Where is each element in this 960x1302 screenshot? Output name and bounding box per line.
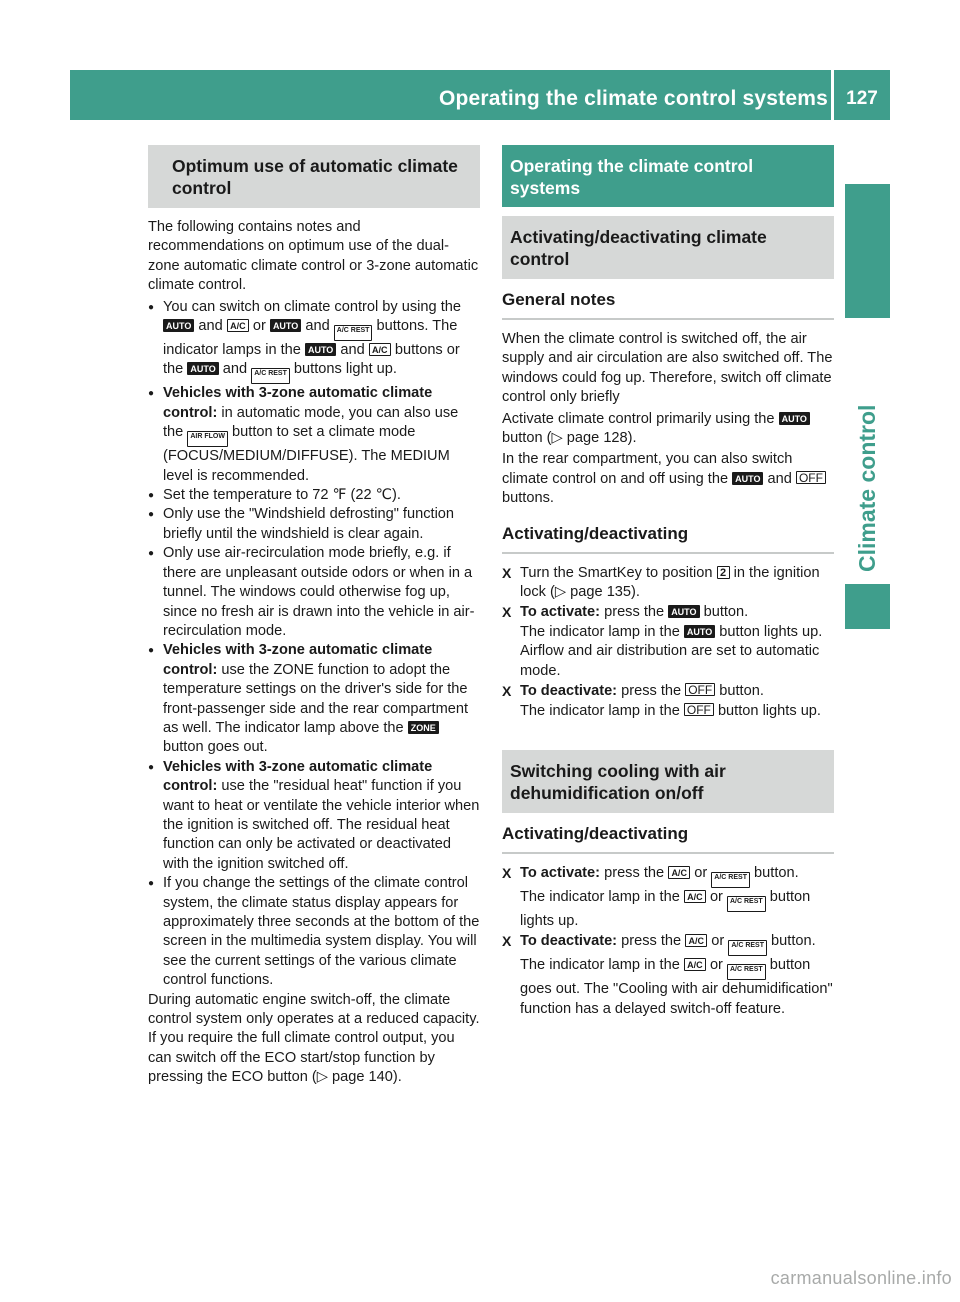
right-column — [502, 145, 834, 1020]
notes-paragraph: When the climate control is switched off, the air supply and air circulation are also switched off. The windows could fog up. Therefore, switch off climate control only briefly — [502, 331, 833, 406]
activation-steps — [502, 564, 834, 721]
step-item: X Turn the SmartKey to position 2 in the ignition lock (▷ page 135). — [502, 564, 834, 603]
page-ref-icon: ▷ — [316, 1069, 328, 1086]
step-item: X To activate: press the AUTO button. The indicator lamp in the AUTO button lights up. Airflow and air distribution are set to automatic mode. — [502, 603, 834, 681]
list-item: ● Vehicles with 3-zone automatic climate control: use the "residual heat" function if you want to heat or ventilate the vehicle interior when the ignition is switched off. The residual heat function can only be activated or deactivated with the ignition switched off. — [148, 758, 480, 874]
side-tab-marker — [845, 184, 890, 318]
notes-paragraph: In the rear compartment, you can also switch climate control on and off using the AUTO and OFF buttons. — [502, 450, 834, 508]
notes-paragraph: Activate climate control primarily using the AUTO button (▷ page 128). — [502, 410, 834, 449]
watermark: carmanualsonline.info — [770, 1268, 952, 1288]
zone-button-icon: ZONE — [408, 721, 439, 734]
outro-paragraph: During automatic engine switch-off, the climate control system only operates at a reduced capacity. If you require the full climate control output, you can switch off the ECO start/stop function by pressing the ECO button (▷ page 140). — [148, 991, 480, 1086]
air-flow-button-icon: AIR FLOW — [187, 431, 228, 447]
list-item: ● You can switch on climate control by using the AUTO and A/C or AUTO and A/C REST buttons. The indicator lamps in the AUTO and A/C buttons or the AUTO and A/C REST buttons light up. — [148, 298, 480, 385]
list-item: ● Vehicles with 3-zone automatic climate control: use the ZONE function to adopt the temperature settings on the driver's side for the front-passenger side and the rear compartment as well. The indicator lamp above the ZONE button goes out. — [148, 641, 480, 757]
key-position-2-icon: 2 — [717, 566, 730, 579]
auto-button-icon: AUTO — [270, 319, 301, 332]
page-number: 127 — [846, 88, 878, 109]
ac-rest-button-icon: A/C REST — [711, 872, 750, 888]
ac-rest-button-icon: A/C REST — [251, 368, 290, 384]
ac-rest-button-icon: A/C REST — [727, 896, 766, 912]
subsection-heading: Activating/deactivating climate control — [502, 216, 834, 279]
list-item: ● Only use the "Windshield defrosting" function briefly until the windshield is clear again. — [148, 505, 480, 544]
recommendation-list — [148, 298, 480, 991]
list-item: ● If you change the settings of the climate control system, the climate status display appears for approximately three seconds at the bottom of the screen in the multimedia system display. You will see the current settings of the various climate control functions. — [148, 874, 480, 990]
list-item: ● Only use air-recirculation mode briefly, e.g. if there are unpleasant outside odors or when in a tunnel. The windows could otherwise fog up, since no fresh air is drawn into the vehicle in air-recirculation mode. — [148, 544, 480, 641]
ac-rest-button-icon: A/C REST — [727, 964, 766, 980]
subsection-heading: Switching cooling with air dehumidification on/off — [502, 750, 834, 813]
off-button-icon: OFF — [685, 683, 715, 696]
general-notes-heading: General notes — [502, 289, 834, 320]
page-ref-icon: ▷ — [554, 584, 567, 601]
ac-rest-button-icon: A/C REST — [728, 940, 767, 956]
activating-heading: Activating/deactivating — [502, 523, 834, 554]
ac-button-icon: A/C — [685, 934, 707, 947]
step-item: X To activate: press the A/C or A/C REST button. The indicator lamp in the A/C or A/C REST button lights up. — [502, 864, 834, 931]
auto-button-icon: AUTO — [305, 343, 336, 356]
auto-button-icon: AUTO — [779, 412, 810, 425]
left-column — [148, 145, 480, 1090]
step-item: X To deactivate: press the OFF button. The indicator lamp in the OFF button lights up. — [502, 682, 834, 721]
auto-button-icon: AUTO — [187, 362, 218, 375]
auto-button-icon: AUTO — [684, 625, 715, 638]
page-ref-icon: ▷ — [551, 430, 563, 447]
step-item: X To deactivate: press the A/C or A/C REST button. The indicator lamp in the A/C or A/C REST button goes out. The "Cooling with air dehumidification" function has a delayed switch-off feature. — [502, 932, 834, 1019]
side-tab-marker-bottom — [845, 584, 890, 629]
intro-paragraph: The following contains notes and recommendations on optimum use of the dual-zone automatic climate control or 3-zone automatic climate control. — [148, 219, 479, 294]
ac-button-icon: A/C — [684, 890, 706, 903]
cooling-steps — [502, 864, 834, 1019]
page-title: Operating the climate control systems — [438, 87, 828, 110]
ac-button-icon: A/C — [668, 866, 690, 879]
section-heading: Optimum use of automatic climate control — [148, 145, 480, 208]
off-button-icon: OFF — [684, 703, 714, 716]
ac-button-icon: A/C — [227, 319, 249, 332]
auto-button-icon: AUTO — [163, 319, 194, 332]
section-title: Operating the climate control systems — [502, 145, 834, 207]
activating-heading: Activating/deactivating — [502, 823, 834, 854]
ac-button-icon: A/C — [684, 958, 706, 971]
ac-button-icon: A/C — [369, 343, 391, 356]
auto-button-icon: AUTO — [668, 605, 699, 618]
auto-button-icon: AUTO — [732, 472, 763, 485]
chapter-label: Climate control — [854, 404, 880, 572]
ac-rest-button-icon: A/C REST — [334, 325, 373, 341]
off-button-icon: OFF — [796, 471, 826, 484]
list-item: ● Set the temperature to 72 ℉ (22 ℃). — [148, 486, 480, 505]
list-item: ● Vehicles with 3-zone automatic climate control: in automatic mode, you can also use the AIR FLOW button to set a climate mode (FOCUS/MEDIUM/DIFFUSE). The MEDIUM level is recommended. — [148, 384, 480, 486]
